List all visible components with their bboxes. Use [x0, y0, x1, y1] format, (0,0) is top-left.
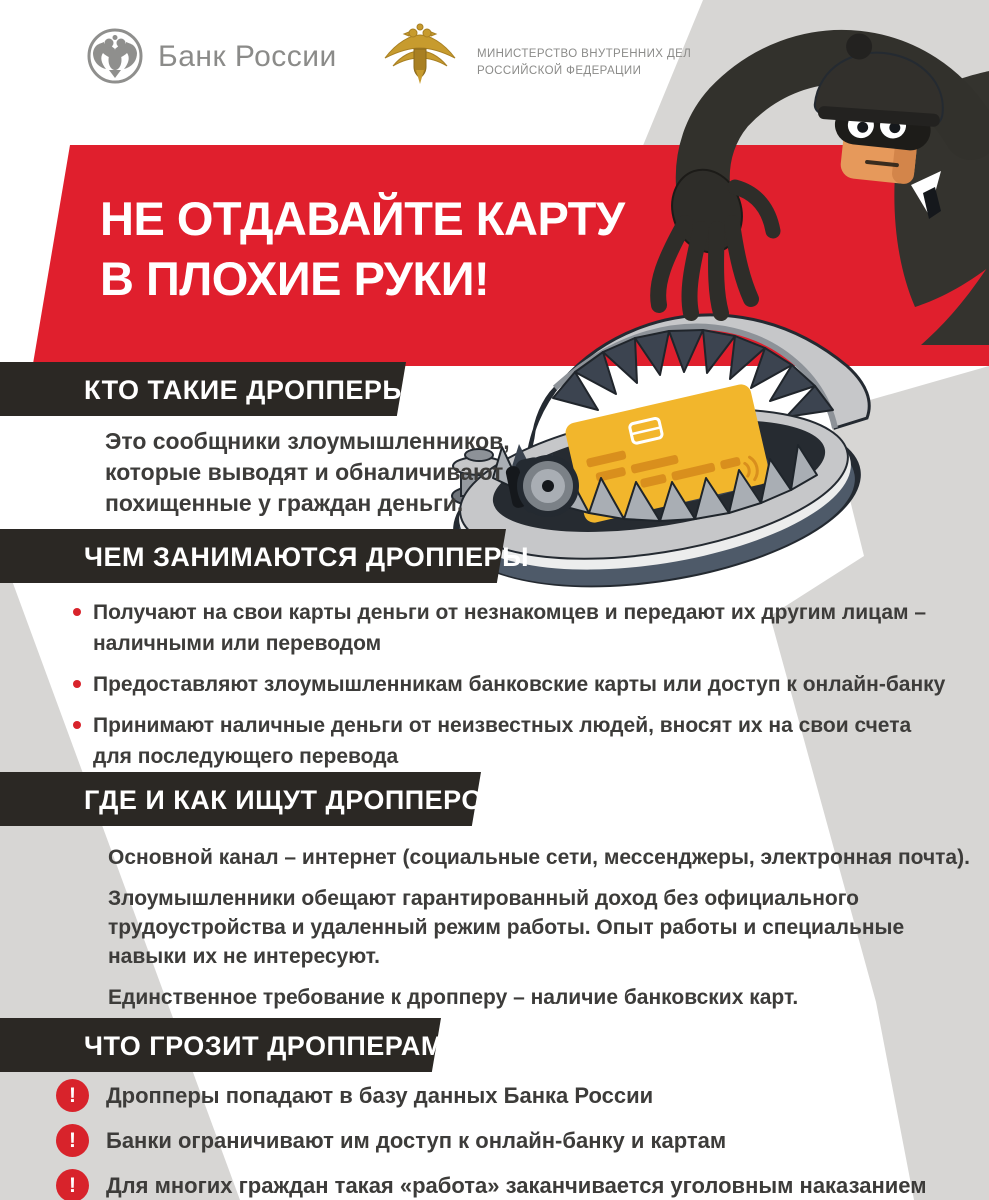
- cbr-eagle-icon: [86, 27, 144, 85]
- exclamation-icon: !: [56, 1079, 89, 1112]
- section-banner-what: [0, 529, 530, 583]
- who-body-line: Это сообщники злоумышленников,: [105, 428, 510, 454]
- where-body: [108, 843, 970, 1024]
- who-body-line: которые выводят и обналичивают: [105, 459, 504, 485]
- section-banner-who: [0, 362, 410, 416]
- page-title-line2: В ПЛОХИЕ РУКИ!: [100, 252, 490, 306]
- mvd-name-line2: РОССИЙСКОЙ ФЕДЕРАЦИИ: [477, 65, 642, 78]
- section-heading-risks: ЧТО ГРОЗИТ ДРОППЕРАМ: [84, 1031, 444, 1061]
- bullet-line: для последующего перевода: [93, 745, 399, 768]
- list-item: [73, 597, 945, 659]
- risks-list: [56, 1079, 926, 1200]
- paragraph: [108, 843, 970, 872]
- paragraph-line: Злоумышленники обещают гарантированный доход без официального: [108, 887, 860, 910]
- risk-text: Банки ограничивают им доступ к онлайн-банку и картам: [106, 1127, 727, 1153]
- bullet-line: Получают на свои карты деньги от незнакомцев и передают их другим лицам –: [93, 601, 927, 624]
- paragraph-line: навыки их не интересуют.: [108, 945, 380, 968]
- section-heading-where: ГДЕ И КАК ИЩУТ ДРОППЕРОВ: [84, 785, 503, 815]
- section-heading-what: ЧЕМ ЗАНИМАЮТСЯ ДРОППЕРЫ: [84, 542, 530, 572]
- paragraph-line: трудоустройства и удаленный режим работы. Опыт работы и специальные: [108, 916, 905, 939]
- page-title-line1: НЕ ОТДАВАЙТЕ КАРТУ: [100, 192, 625, 245]
- bullet-dot-icon: [73, 608, 81, 616]
- exclamation-icon: !: [56, 1169, 89, 1200]
- bullet-line: Принимают наличные деньги от неизвестных людей, вносят их на свои счета: [93, 714, 912, 737]
- paragraph: [108, 884, 970, 971]
- risk-text: Дропперы попадают в базу данных Банка России: [106, 1082, 654, 1108]
- section-heading-who: КТО ТАКИЕ ДРОППЕРЫ: [84, 375, 410, 405]
- what-bullet-list: [73, 597, 945, 782]
- thief-illustration: [589, 15, 989, 345]
- mvd-name-line1: МИНИСТЕРСТВО ВНУТРЕННИХ ДЕЛ: [477, 48, 692, 60]
- list-item: [56, 1124, 926, 1157]
- bullet-dot-icon: [73, 680, 81, 688]
- exclamation-icon: !: [56, 1124, 89, 1157]
- mvd-emblem-icon: [381, 22, 459, 90]
- paragraph-line: Единственное требование к дропперу – наличие банковских карт.: [108, 986, 799, 1009]
- list-item: [73, 669, 945, 700]
- bullet-line: наличными или переводом: [93, 632, 382, 655]
- list-item: [56, 1079, 926, 1112]
- paragraph-line: Основной канал – интернет (социальные сети, мессенджеры, электронная почта).: [108, 846, 970, 869]
- section-banner-risks: [0, 1018, 444, 1072]
- risk-text: Для многих граждан такая «работа» заканчивается уголовным наказанием: [106, 1172, 927, 1198]
- paragraph: [108, 983, 970, 1012]
- list-item: [73, 710, 945, 772]
- bullet-line: Предоставляют злоумышленникам банковские карты или доступ к онлайн-банку: [93, 673, 946, 696]
- list-item: [56, 1169, 926, 1200]
- bullet-dot-icon: [73, 721, 81, 729]
- section-banner-where: [0, 772, 503, 826]
- cbr-name: Банк России: [158, 40, 337, 73]
- who-body: [105, 426, 510, 519]
- who-body-line: похищенные у граждан деньги.: [105, 490, 464, 516]
